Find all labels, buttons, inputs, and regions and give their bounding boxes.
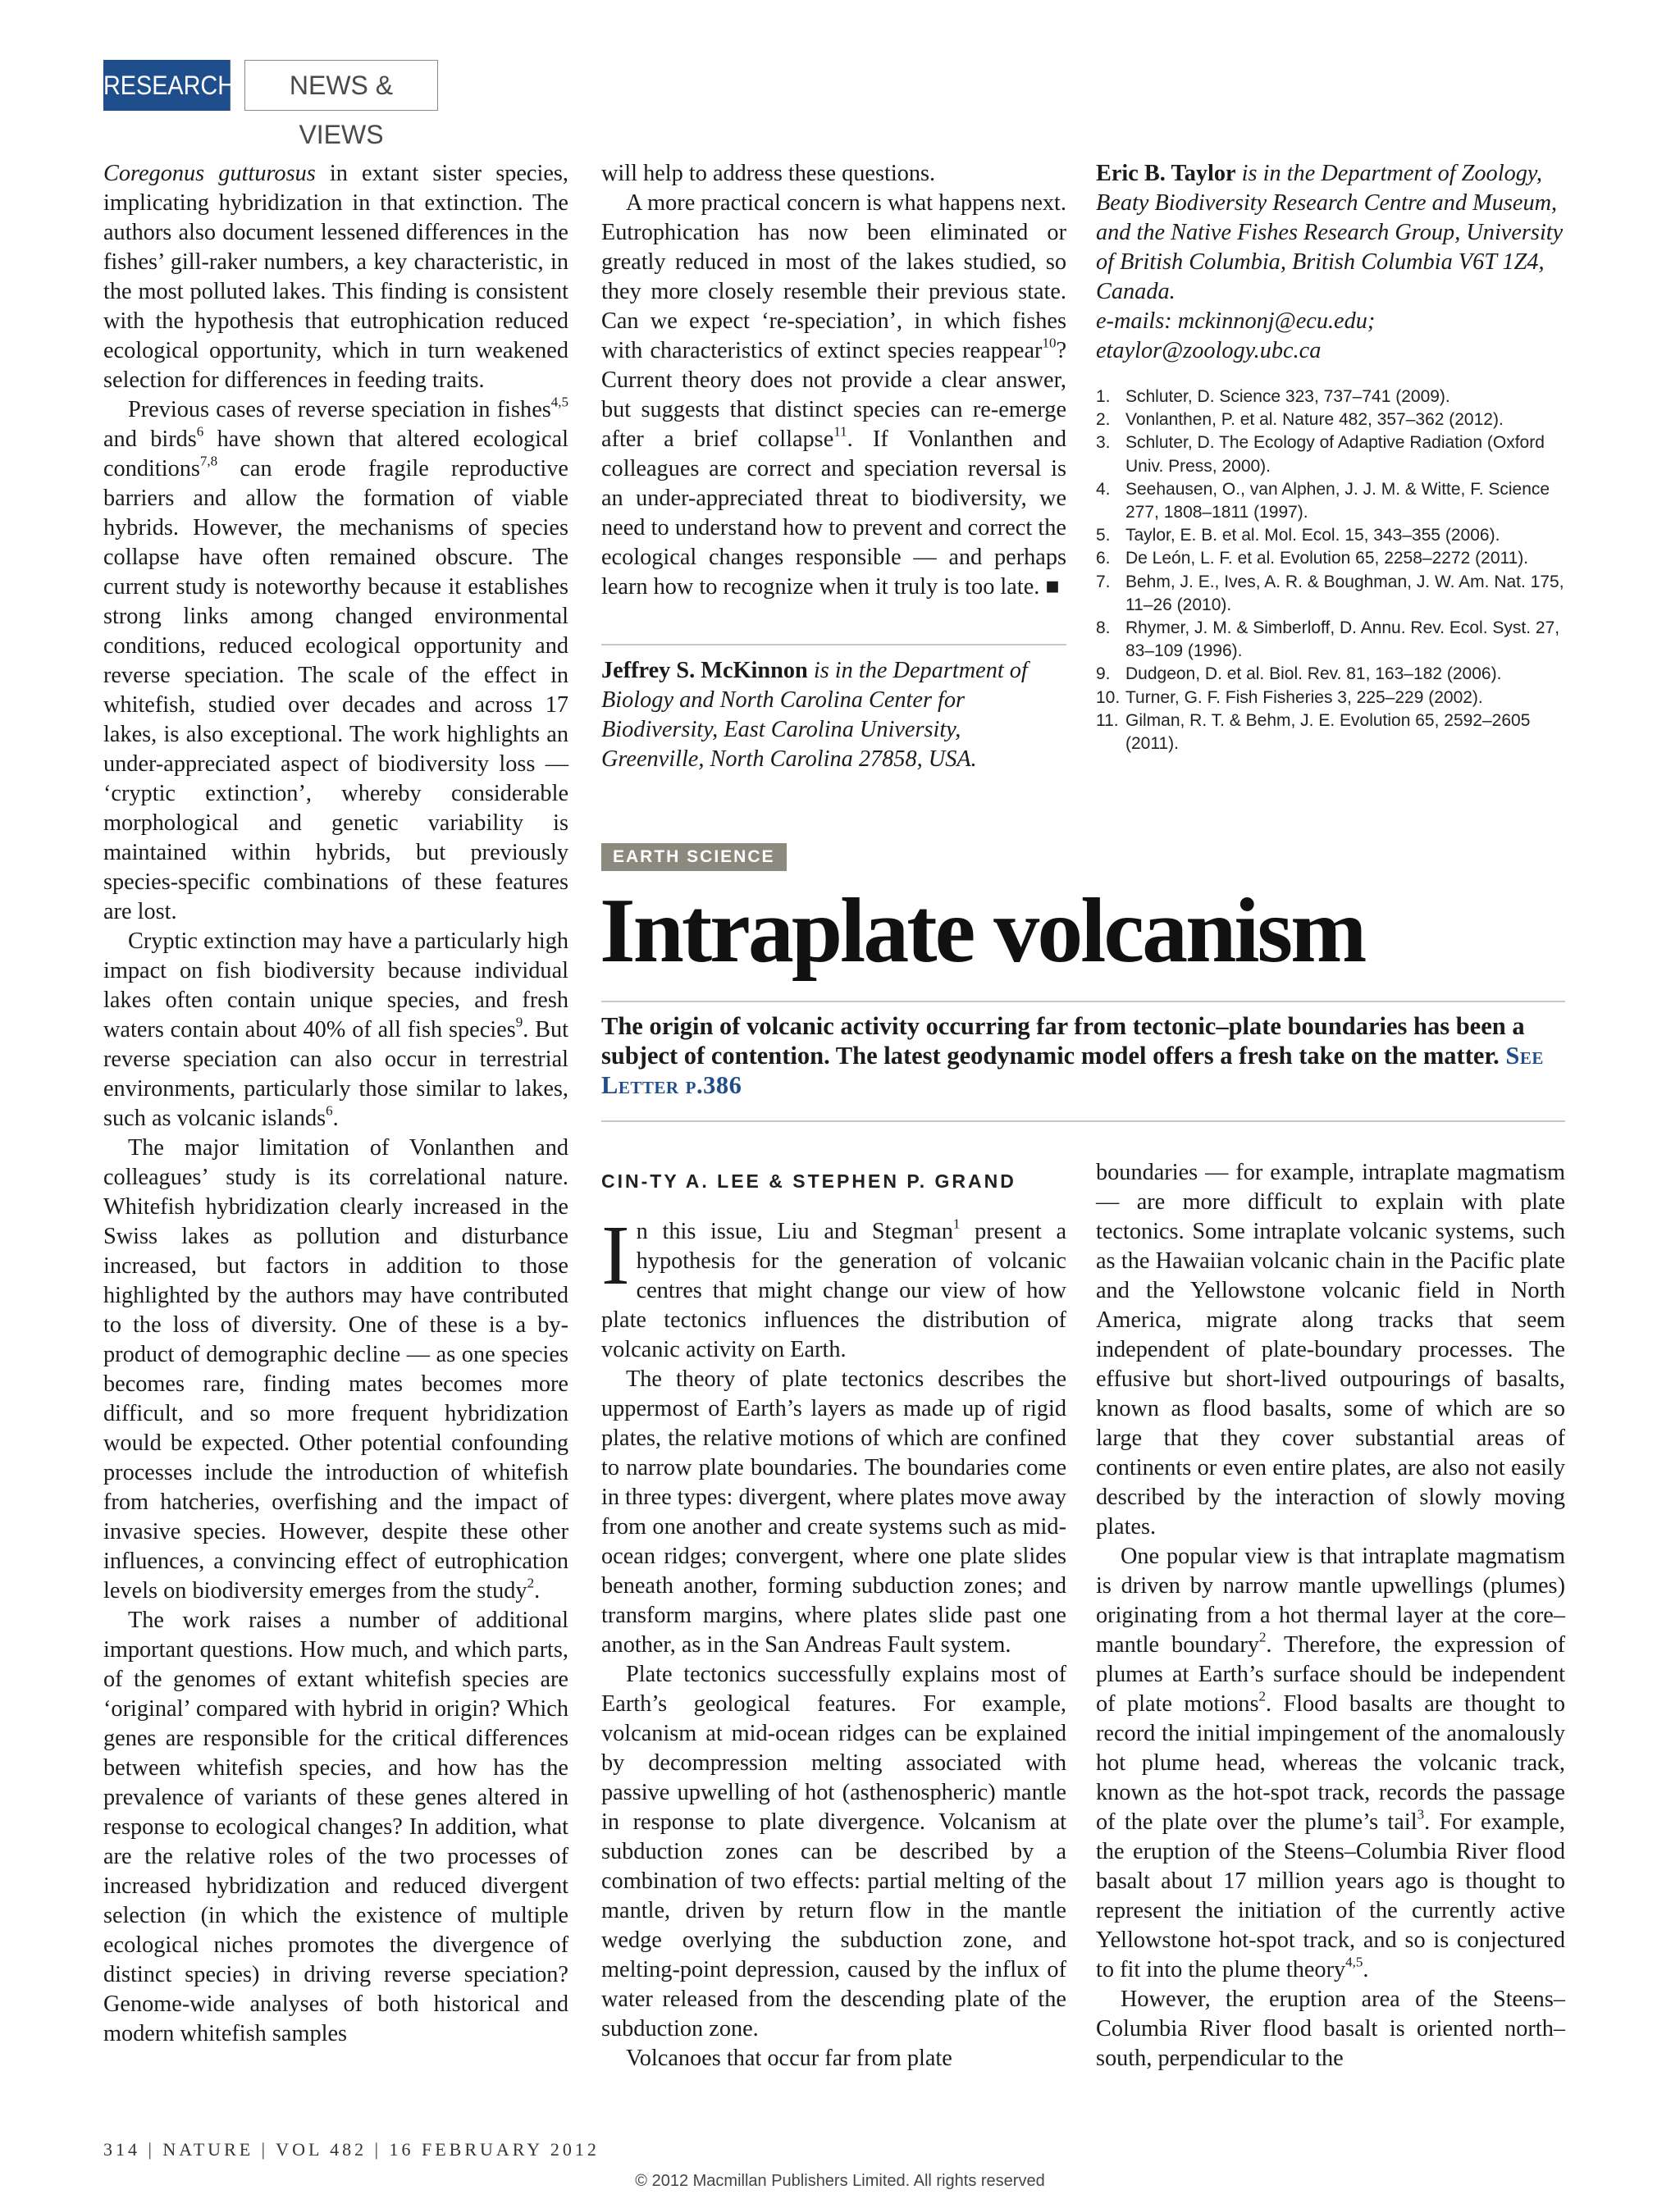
reference-list — [1096, 385, 1568, 755]
section-label: RESEARCH — [103, 60, 231, 111]
article-column-2 — [1096, 1158, 1565, 2073]
column-2-top — [601, 159, 1066, 602]
article-paragraph: However, the eruption area of the Steens–Columbia River flood basalt is oriented north–south, perpendicular to the — [1096, 1987, 1565, 2071]
page-folio: 314 | NATURE | VOL 482 | 16 FEBRUARY 2012 — [103, 2139, 600, 2160]
column-1 — [103, 159, 568, 2049]
author-affiliation-mckinnon: Jeffrey S. McKinnon is in the Department of Biology and North Carolina Center for Biodiversity, East Carolina University, Greenville, North Carolina 27858, USA. — [601, 658, 1028, 772]
article-paragraph: Volcanoes that occur far from plate — [626, 2046, 952, 2071]
section-tag: EARTH SCIENCE — [601, 843, 787, 871]
col1-paragraph: Cryptic extinction may have a particularly high impact on fish biodiversity because individual lakes often contain unique species, and fresh waters contain about 40% of all fish species$^9$. But reverse speciation can also occur in terrestrial environments, particularly those similar to lakes, such as volcanic islands$^6$. — [103, 928, 568, 1131]
col1-paragraph: The work raises a number of additional important questions. How much, and which parts, of the genomes of extant whitefish species are ‘original’ compared with hybrid in origin? Which genes are responsible for the critical differences between whitefish species, and how has the prevalence of variants of these genes altered in response to ecological changes? In addition, what are the relative roles of the two processes of increased hybridization and reduced divergent selection (in which the existence of multiple ecological niches promotes the divergence of distinct species) in driving reverse speciation? Genome-wide analyses of both historical and modern whitefish samples — [103, 1608, 568, 2046]
col1-paragraph: Previous cases of reverse speciation in fishes$^{4,5}$ and birds$^6$ have shown that altered ecological conditions$^{7,8}$ can erode fragile reproductive barriers and allow the formation of viable hybrids. However, the mechanisms of species collapse have often remained obscure. The current study is noteworthy because it establishes strong links among changed environmental conditions, reduced ecological opportunity and reverse speciation. The scale of the effect in whitefish, studied over decades and across 17 lakes, is also exceptional. The work highlights an under-appreciated aspect of biodiversity loss — ‘cryptic extinction’, whereby considerable morphological and genetic variability is maintained within hybrids, but previously species-specific combinations of these features are lost. — [103, 394, 568, 924]
reference-item: 1. Schluter, D. Science 323, 737–741 (2009). — [1096, 387, 1450, 406]
reference-item: 6. De León, L. F. et al. Evolution 65, 2258–2272 (2011). — [1096, 549, 1529, 568]
reference-item: 5. Taylor, E. B. et al. Mol. Ecol. 15, 343–355 (2006). — [1096, 526, 1500, 545]
article-authors: CIN-TY A. LEE & STEPHEN P. GRAND — [601, 1170, 1016, 1192]
subsection-label: NEWS & VIEWS — [244, 60, 438, 111]
col1-paragraph: The major limitation of Vonlanthen and colleagues’ study is its correlational nature. Whitefish hybridization clearly increased in the Swiss lakes as pollution and disturbance increased, but factors in addition to those highlighted by the authors may have contributed to the loss of diversity. One of these is a by-product of demographic decline — as one species becomes rare, finding mates becomes more difficult, and so more frequent hybridization would be expected. Other potential confounding processes include the introduction of whitefish from hatcheries, overfishing and the impact of invasive species. However, despite these other influences, a convincing effect of eutrophication levels on biodiversity emerges from the study$^2$. — [103, 1135, 568, 1604]
divider — [601, 1120, 1565, 1122]
col1-paragraph: Coregonus gutturosus in extant sister species, implicating hybridization in that extinction. The authors also document lessened differences in the fishes’ gill-raker numbers, a key characteristic, in the most polluted lakes. This finding is consistent with the hypothesis that eutrophication reduced ecological opportunity, which in turn weakened selection for differences in feeding traits. — [103, 161, 568, 393]
article-paragraph: One popular view is that intraplate magmatism is driven by narrow mantle upwellings (plumes) originating from a hot thermal layer at the core–mantle boundary$^2$. Therefore, the expression of plumes at Earth’s surface should be independent of plate motions$^2$. Flood basalts are thought to record the initial impingement of the anomalously hot plume head, whereas the volcanic track, known as the hot-spot track, records the passage of the plate over the plume’s tail$^3$. For example, the eruption of the Steens–Columbia River flood basalt about 17 million years ago is thought to represent the initiation of the currently active Yellowstone hot-spot track, and so is conjectured to fit into the plume theory$^{4,5}$. — [1096, 1544, 1565, 1982]
reference-item: 3. Schluter, D. The Ecology of Adaptive Radiation (Oxford Univ. Press, 2000). — [1096, 433, 1545, 476]
article-paragraph: Plate tectonics successfully explains most of Earth’s geological features. For example, volcanism at mid-ocean ridges can be explained by decompression melting associated with passive upwelling of hot (asthenospheric) mantle in response to plate divergence. Volcanism at subduction zones can be described by a combination of two effects: partial melting of the mantle, driven by return flow in the mantle wedge overlying the subduction zone, and melting-point depression, caused by the influx of water released from the descending plate of the subduction zone. — [601, 1662, 1066, 2041]
article-standfirst: The origin of volcanic activity occurring far from tectonic–plate boundaries has been a subject of contention. The latest geodynamic model offers a fresh take on the matter. See Letter p.386 — [601, 1012, 1544, 1099]
divider — [601, 1001, 1565, 1002]
reference-item: 8. Rhymer, J. M. & Simberloff, D. Annu. Rev. Ecol. Syst. 27, 83–109 (1996). — [1096, 618, 1560, 661]
see-letter-link[interactable]: See Letter p.386 — [601, 1042, 1544, 1099]
reference-item: 9. Dudgeon, D. et al. Biol. Rev. 81, 163–182 (2006). — [1096, 664, 1502, 684]
reference-item: 7. Behm, J. E., Ives, A. R. & Boughman, J. W. Am. Nat. 175, 11–26 (2010). — [1096, 572, 1564, 614]
reference-item: 2. Vonlanthen, P. et al. Nature 482, 357–362 (2012). — [1096, 410, 1504, 430]
article-paragraph: In this issue, Liu and Stegman$^1$ present a hypothesis for the generation of volcanic centres that might change our view of how plate tectonics influences the distribution of volcanic activity on Earth. — [601, 1208, 1067, 1362]
author-affiliation-taylor: Eric B. Taylor is in the Department of Zoology, Beaty Biodiversity Research Centre and Museum, and the Native Fishes Research Group, University of British Columbia, British Columbia V6T 1Z4, Canada. e-mails: mckinnonj@ecu.edu; etaylor@zoology.ubc.ca — [1096, 161, 1564, 363]
col2-paragraph: will help to address these questions. — [601, 161, 936, 186]
article-paragraph: boundaries — for example, intraplate magmatism — are more difficult to explain with plate tectonics. Some intraplate volcanic systems, such as the Hawaiian volcanic chain in the Pacific plate and the Yellowstone volcanic field in North America, migrate along tracks that seem independent of plate-boundary processes. The effusive but short-lived outpourings of basalts, known as flood basalts, some of which are so large that they cover substantial areas of continents or even entire plates, are also not easily described by the interaction of slowly moving plates. — [1096, 1160, 1565, 1540]
article-title: Intraplate volcanism — [600, 880, 1365, 982]
article-paragraph: The theory of plate tectonics describes the uppermost of Earth’s layers as made up of rigid plates, the relative motions of which are confined to narrow plate boundaries. The boundaries come in three types: divergent, where plates move away from one another and create systems such as mid-ocean ridges; convergent, where one plate slides beneath another, forming subduction zones; and transform margins, where plates slide past one another, as in the San Andreas Fault system. — [601, 1366, 1066, 1658]
copyright-notice: © 2012 Macmillan Publishers Limited. All rights reserved — [635, 2172, 1045, 2190]
divider — [601, 644, 1066, 646]
article-column-1 — [601, 1208, 1067, 2073]
reference-item: 10. Turner, G. F. Fish Fisheries 3, 225–229 (2002). — [1096, 687, 1483, 707]
reference-item: 11. Gilman, R. T. & Behm, J. E. Evolution 65, 2592–2605 (2011). — [1096, 710, 1531, 754]
col2-paragraph: A more practical concern is what happens next. Eutrophication has now been eliminated or greatly reduced in most of the lakes studied, so they more closely resemble their previous state. Can we expect ‘re-speciation’, in which fishes with characteristics of extinct species reappear$^{10}$? Current theory does not provide a clear answer, but suggests that distinct species can re-emerge after a brief collapse$^{11}$. If Vonlanthen and colleagues are correct and speciation reversal is an under-appreciated threat to biodiversity, we need to understand how to prevent and correct the ecological changes responsible — and perhaps learn how to recognize when it truly is too late. ■ — [601, 190, 1066, 600]
drop-cap: I — [601, 1208, 630, 1302]
reference-item: 4. Seehausen, O., van Alphen, J. J. M. & Witte, F. Science 277, 1808–1811 (1997). — [1096, 479, 1550, 522]
